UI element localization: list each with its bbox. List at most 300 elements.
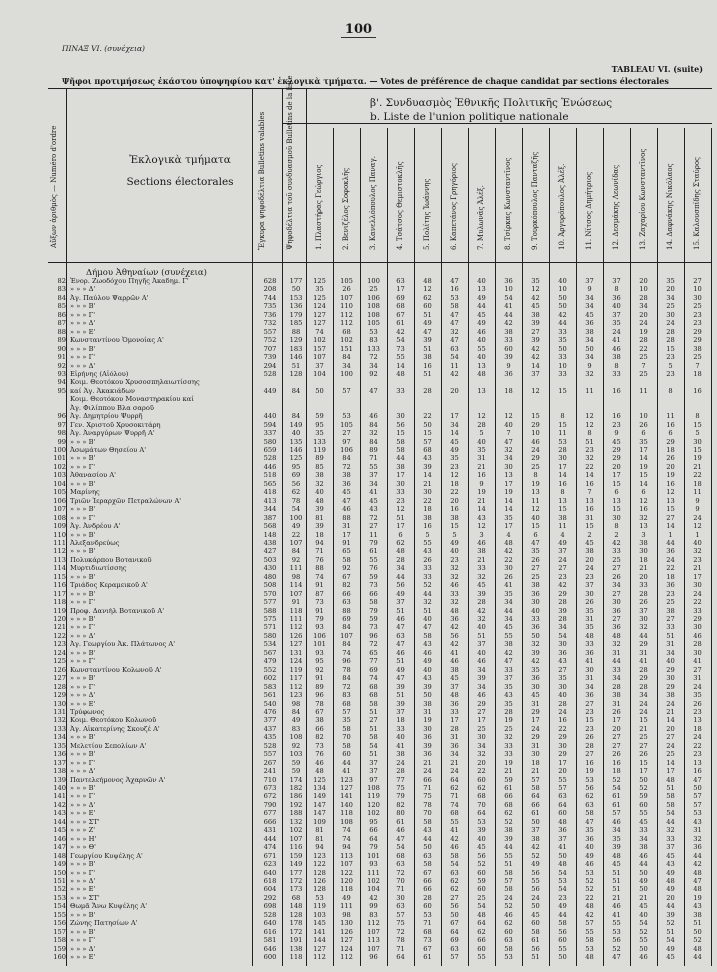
vote-cell: 602 [263,674,277,683]
vote-cell: 580 [263,631,277,640]
vote-cell: 42 [504,648,513,657]
vote-cell: 40 [666,657,675,666]
vote-cell: 474 [263,843,277,852]
row-number: 104 [53,479,66,488]
vote-cell: 44 [504,310,513,319]
vote-cell: 186 [289,792,303,801]
candidate-header: 6. Καπετάνος Γρηγόριος [450,163,458,250]
section-label: Προφ. Δανιὴλ Βοτανικοῦ Α' [70,606,165,615]
vote-cell: 43 [558,657,567,666]
table-title: Ψῆφοι προτιμήσεως ἑκάστου ὑποψηφίου κατ' ἐκλογικὰ τμήματα. — Votes de préférence de chaque candidat par sections électorales [62,76,669,86]
vote-cell: 25 [369,285,378,294]
vote-cell: 98 [291,699,301,708]
vote-cell: 58 [342,724,351,733]
vote-cell: 528 [263,910,277,919]
row-number: 96 [57,412,66,421]
vote-cell: 35 [558,674,567,683]
vote-cell: 50 [450,910,459,919]
section-label: » » » Γ' [70,353,96,362]
vote-cell: 30 [666,674,675,683]
vote-cell: 51 [504,860,513,869]
vote-cell: 25 [504,724,513,733]
vote-cell: 27 [558,564,567,573]
vote-cell: 56 [612,936,621,945]
vote-cell: 73 [369,581,378,590]
vote-cell: 33 [423,572,432,581]
vote-cell: 33 [639,826,648,835]
vote-cell: 64 [477,809,486,818]
vote-cell: 52 [612,944,621,953]
vote-cell: 17 [531,716,540,725]
vote-cell: 107 [340,860,353,869]
vote-cell: 59 [315,412,324,421]
row-number: 119 [53,606,66,615]
vote-cell: 446 [263,462,277,471]
vote-cell: 30 [639,615,648,623]
vote-cell: 78 [423,800,432,809]
vote-cell: 35 [585,826,594,835]
section-label: » » » Δ' [70,631,96,640]
vote-cell: 28 [396,555,405,564]
vote-cell: 33 [477,564,486,573]
vote-cell: 108 [367,302,380,311]
vote-cell: 60 [423,902,432,911]
vote-cell: 337 [263,429,277,438]
vote-cell: 60 [477,868,486,877]
vote-cell: 159 [289,851,303,860]
vote-cell: 39 [423,682,432,691]
vote-cell: 13 [504,471,513,480]
vote-cell: 17 [612,471,621,480]
vote-cell: 476 [263,707,277,716]
vote-cell: 27 [612,741,621,750]
vote-cell: 66 [423,876,432,885]
vote-cell: 107 [340,631,353,640]
vote-cell: 39 [531,319,540,328]
vote-cell: 35 [612,834,621,843]
vote-cell: 27 [477,707,486,716]
vote-cell: 14 [477,505,486,514]
vote-cell: 18 [423,505,432,514]
vote-cell: 59 [369,615,378,623]
vote-cell: 6 [533,530,538,539]
vote-cell: 40 [477,834,486,843]
vote-cell: 7 [641,361,646,370]
vote-cell: 33 [612,665,621,674]
vote-cell: 25 [639,353,648,362]
vote-cell: 49 [450,538,459,547]
vote-cell: 63 [396,902,405,911]
vote-cell: 48 [477,910,486,919]
vote-cell: 673 [263,784,277,792]
vote-cell: 13 [531,488,540,497]
vote-cell: 70 [477,800,486,809]
section-label: Ἀγ. Παύλου Ψαρρῶν Α' [70,293,149,302]
vote-cell: 413 [263,496,277,505]
vote-cell: 34 [612,581,621,590]
vote-cell: 6 [668,429,673,438]
sections-header-fr: Sections électorales [126,176,234,188]
vote-cell: 33 [558,353,567,362]
vote-cell: 24 [558,555,567,564]
vote-cell: 29 [477,699,486,708]
vote-cell: 34 [666,293,675,302]
vote-cell: 89 [315,454,324,463]
vote-cell: 47 [531,538,540,547]
vote-cell: 84 [291,547,301,556]
vote-cell: 133 [367,344,380,353]
vote-cell: 33 [450,707,459,716]
vote-cell: 9 [587,285,592,294]
vote-cell: 42 [531,293,540,302]
vote-cell: 666 [263,817,277,826]
section-label: Κοιμ. Θεοτόκου Μοναστηρακίου καί [70,395,194,404]
vote-cell: 42 [396,327,405,336]
vote-cell: 74 [342,648,351,657]
vote-cell: 111 [289,564,303,573]
vote-cell: 49 [666,885,675,894]
vote-cell: 89 [369,446,378,454]
vote-cell: 50 [693,927,702,936]
vote-cell: 58 [369,598,378,607]
vote-cell: 47 [612,953,621,961]
vote-cell: 91 [342,538,351,547]
vote-cell: 52 [666,919,675,928]
vote-cell: 35 [558,336,567,345]
vote-cell: 34 [639,834,648,843]
vote-cell: 29 [693,336,702,345]
section-label: » » » Ζ' [70,826,96,835]
row-number: 156 [53,919,66,928]
vote-cell: 92 [369,369,378,378]
vote-cell: 63 [450,868,459,877]
table-row [0,319,717,327]
row-number: 93 [57,369,66,378]
vote-cell: 28 [423,893,432,902]
vote-cell: 15 [585,522,594,531]
vote-cell: 42 [504,547,513,556]
vote-cell: 54 [369,741,378,750]
vote-cell: 74 [450,800,459,809]
candidate-header: 9. Τουρκόπουλος Πανταζῆς [531,151,539,250]
vote-cell: 577 [263,598,277,607]
vote-cell: 49 [666,944,675,953]
vote-cell: 91 [315,674,324,683]
vote-cell: 27 [666,615,675,623]
vote-cell: 40 [612,302,621,311]
vote-cell: 44 [666,902,675,911]
vote-cell: 12 [450,471,459,480]
vote-cell: 16 [450,505,459,514]
vote-cell: 16 [666,420,675,429]
vote-cell: 46 [693,631,702,640]
vote-cell: 37 [504,674,513,683]
section-label: Κωνσταντίνου Κολωνοῦ Α' [70,665,162,674]
vote-cell: 28 [450,724,459,733]
vote-cell: 47 [693,876,702,885]
vote-cell: 41 [369,488,378,497]
vote-cell: 104 [367,885,380,894]
municipality-heading: Δήμου Ἀθηναίων (συνέχεια) [86,268,207,278]
vote-cell: 28 [558,615,567,623]
vote-cell: 78 [315,699,324,708]
vote-cell: 54 [666,936,675,945]
vote-cell: 42 [450,369,459,378]
row-number: 108 [53,513,66,522]
vote-cell: 36 [612,293,621,302]
vote-cell: 15 [693,420,702,429]
vote-cell: 29 [531,420,540,429]
vote-cell: 12 [531,285,540,294]
vote-cell: 126 [340,927,353,936]
row-number: 129 [53,691,66,700]
vote-cell: 55 [639,809,648,818]
vote-cell: 40 [477,277,486,285]
vote-cell: 28 [666,327,675,336]
vote-cell: 61 [531,936,540,945]
vote-cell: 45 [666,851,675,860]
vote-cell: 15 [666,505,675,514]
vote-cell: 47 [504,657,513,666]
vote-cell: 147 [313,809,326,818]
vote-cell: 38 [612,691,621,700]
row-number: 112 [53,547,66,556]
vote-cell: 31 [585,513,594,522]
vote-cell: 71 [450,792,459,801]
vote-cell: 479 [263,657,277,666]
vote-cell: 88 [342,606,351,615]
vote-cell: 46 [639,851,648,860]
vote-cell: 76 [315,555,324,564]
vote-cell: 119 [289,665,303,674]
vote-cell: 292 [263,893,277,902]
table-row [0,716,717,724]
vote-cell: 35 [342,716,351,725]
vote-cell: 44 [396,572,405,581]
vote-cell: 47 [693,775,702,784]
vote-cell: 30 [396,479,405,488]
vote-cell: 54 [612,784,621,792]
vote-cell: 49 [531,860,540,869]
section-label: » » » Ε' [70,699,96,708]
vote-cell: 24 [612,327,621,336]
vote-cell: 33 [612,547,621,556]
table-row [0,742,717,750]
vote-cell: 119 [313,446,326,454]
vote-cell: 19 [504,488,513,497]
vote-cell: 557 [263,327,277,336]
section-label: Τρύφωνος [70,707,105,716]
vote-cell: 50 [423,420,432,429]
vote-cell: 16 [585,758,594,767]
vote-cell: 57 [693,792,702,801]
vote-cell: 26 [423,555,432,564]
vote-cell: 102 [289,826,303,835]
section-label: Γεν. Χριστοῦ Χρυσοκιτάρη [70,420,161,429]
vote-cell: 377 [263,716,277,725]
vote-cell: 40 [477,623,486,632]
section-label: Μυρτιδιωτίσσης [70,564,127,573]
vote-cell: 39 [423,741,432,750]
table-row [0,776,717,784]
candidate-header: 12. Δεσμάκης Λεωνίδας [612,164,620,250]
vote-cell: 38 [504,826,513,835]
vote-cell: 58 [585,809,594,818]
vote-cell: 25 [666,598,675,607]
vote-cell: 16 [450,285,459,294]
vote-cell: 172 [289,876,303,885]
row-number: 151 [53,876,66,885]
vote-cell: 55 [558,775,567,784]
vote-cell: 34 [450,420,459,429]
vote-cell: 61 [369,547,378,556]
vote-cell: 35 [315,429,324,438]
vote-cell: 19 [477,488,486,497]
row-number: 137 [53,758,66,767]
vote-cell: 16 [693,767,702,776]
vote-cell: 112 [340,953,353,961]
vote-cell: 62 [423,293,432,302]
vote-cell: 95 [315,657,324,666]
row-number: 92 [57,361,66,370]
vote-cell: 752 [263,336,277,345]
vote-cell: 40 [585,843,594,852]
vote-cell: 736 [263,310,277,319]
vote-cell: 42 [450,623,459,632]
vote-cell: 33 [504,750,513,759]
vote-cell: 39 [396,699,405,708]
vote-cell: 24 [666,699,675,708]
section-label: » » » Γ' [70,657,96,666]
vote-cell: 20 [666,724,675,733]
vote-cell: 57 [558,784,567,792]
vote-cell: 17 [342,530,351,539]
vote-cell: 790 [263,800,277,809]
vote-cell: 102 [340,336,353,345]
vote-cell: 55 [504,851,513,860]
vote-cell: 25 [477,893,486,902]
row-number: 97 [57,420,66,429]
vote-cell: 41 [396,741,405,750]
vote-cell: 38 [558,513,567,522]
vote-cell: 127 [340,936,353,945]
vote-cell: 444 [263,834,277,843]
vote-cell: 37 [477,640,486,649]
section-label: » » » Θ' [70,843,96,852]
vote-cell: 22 [585,893,594,902]
section-label: » » » Β' [70,927,96,936]
vote-cell: 55 [423,538,432,547]
row-number: 134 [53,733,66,742]
vote-cell: 604 [263,885,277,894]
vote-cell: 528 [263,454,277,463]
vote-cell: 65 [369,648,378,657]
section-label: » » » Δ' [70,691,96,700]
section-label: » » » Ε' [70,809,96,818]
section-label: Γεωργίου Κυψέλης Α' [70,851,143,860]
vote-cell: 56 [558,927,567,936]
vote-cell: 23 [693,750,702,759]
vote-cell: 29 [612,446,621,454]
vote-cell: 31 [666,640,675,649]
section-label: Ἀγ. Ἀναργύρων Ψυρρῆ Α' [70,429,155,438]
vote-cell: 17 [612,716,621,725]
table-row [0,573,717,581]
vote-cell: 68 [450,809,459,818]
vote-cell: 48 [558,860,567,869]
vote-cell: 46 [477,691,486,700]
vote-cell: 69 [342,615,351,623]
vote-cell: 17 [396,522,405,531]
vote-cell: 72 [342,682,351,691]
section-label: » » » Β' [70,910,96,919]
section-label: » » » Ε' [70,953,96,961]
vote-cell: 112 [289,623,303,632]
vote-cell: 48 [693,885,702,894]
vote-cell: 20 [450,386,459,395]
vote-cell: 50 [558,293,567,302]
vote-cell: 36 [585,319,594,328]
vote-cell: 40 [450,547,459,556]
vote-cell: 54 [504,293,513,302]
section-label: » » » Β' [70,784,96,792]
vote-cell: 122 [340,868,353,877]
vote-cell: 24 [666,319,675,328]
vote-cell: 37 [612,310,621,319]
vote-cell: 63 [504,936,513,945]
section-label: » » » Δ' [70,876,96,885]
vote-cell: 31 [612,648,621,657]
vote-cell: 37 [315,361,324,370]
vote-cell: 54 [558,631,567,640]
vote-cell: 21 [693,564,702,573]
vote-cell: 21 [666,707,675,716]
vote-cell: 95 [291,462,301,471]
vote-cell: 24 [693,733,702,742]
vote-cell: 1 [695,530,700,539]
vote-cell: 48 [315,496,324,505]
vote-cell: 640 [263,919,277,928]
row-number: 109 [53,522,66,531]
vote-cell: 102 [367,876,380,885]
row-number: 121 [53,623,66,632]
table-row [0,463,717,471]
vote-cell: 12 [585,420,594,429]
table-row [0,454,717,462]
vote-cell: 48 [612,631,621,640]
vote-cell: 35 [531,277,540,285]
vote-cell: 61 [531,809,540,818]
vote-cell: 32 [477,572,486,581]
vote-cell: 149 [289,420,303,429]
vote-cell: 22 [477,767,486,776]
vote-cell: 744 [263,293,277,302]
vote-cell: 33 [666,834,675,843]
vote-cell: 17 [450,716,459,725]
vote-cell: 73 [396,344,405,353]
vote-cell: 52 [693,936,702,945]
vote-cell: 36 [531,589,540,598]
vote-cell: 92 [315,665,324,674]
vote-cell: 40 [423,665,432,674]
vote-cell: 48 [396,547,405,556]
vote-cell: 83 [291,724,301,733]
vote-cell: 27 [450,893,459,902]
vote-cell: 44 [666,538,675,547]
vote-cell: 23 [450,555,459,564]
section-label: » » » Β' [70,750,96,759]
vote-cell: 40 [558,691,567,700]
